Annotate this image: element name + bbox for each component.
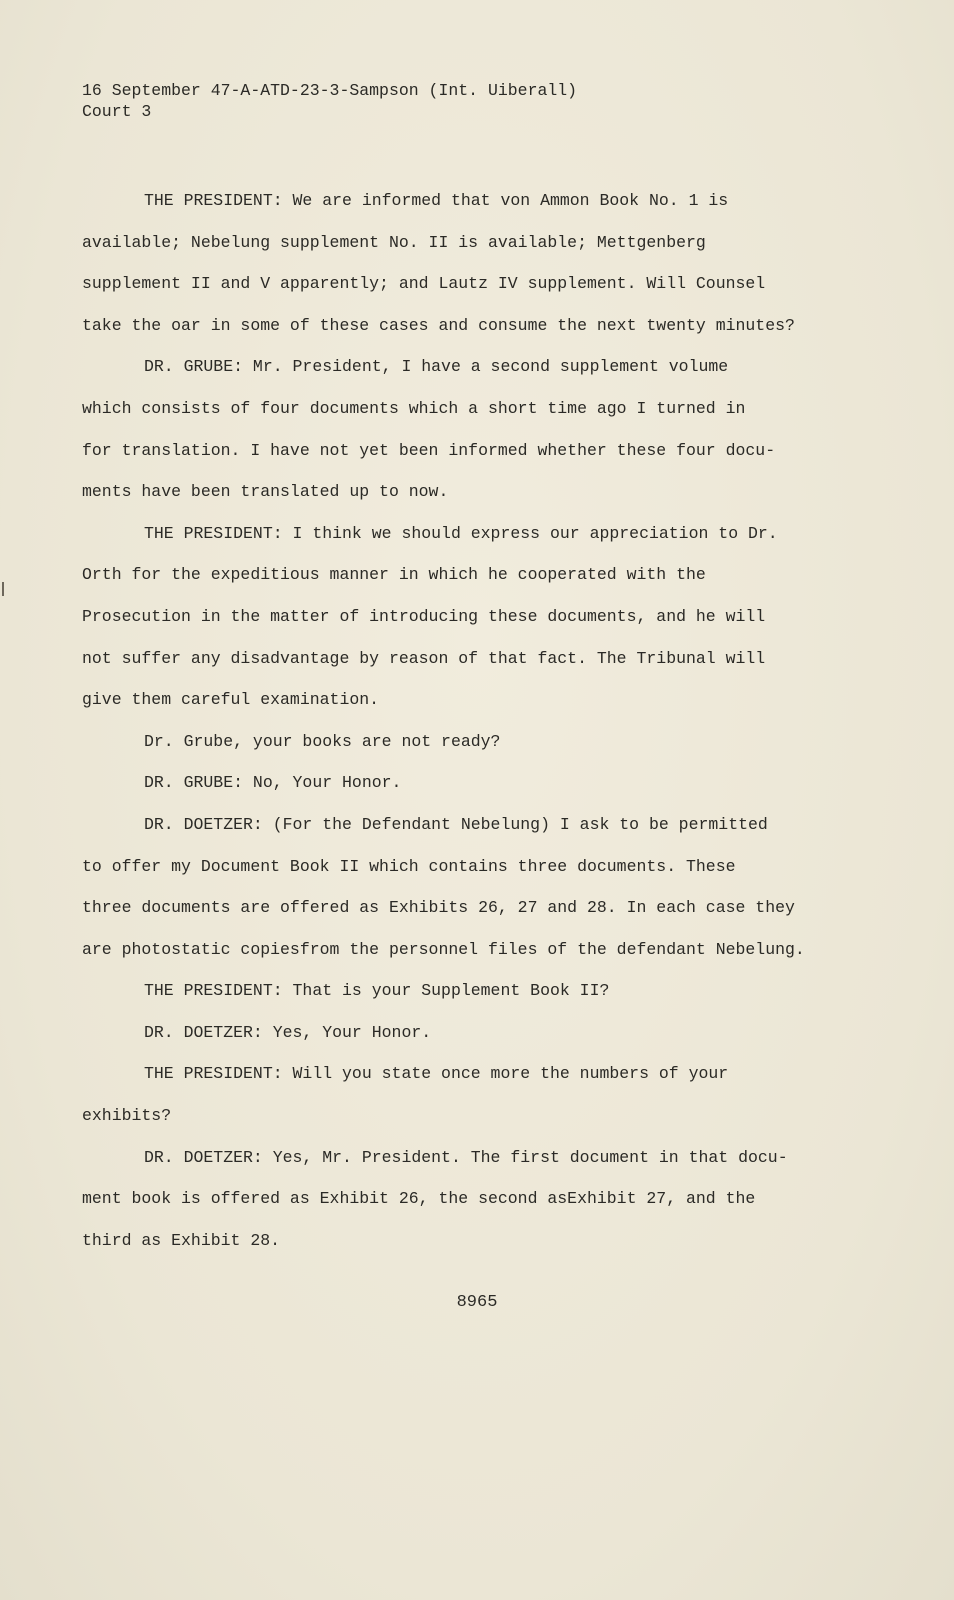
line-18: three documents are offered as Exhibits 26, 27 and 28. In each case they — [82, 898, 795, 918]
line-02: available; Nebelung supplement No. II is available; Mettgenberg — [82, 232, 706, 252]
line-22: THE PRESIDENT: Will you state once more the numbers of your — [144, 1064, 729, 1084]
transcript-header — [82, 80, 577, 122]
transcript-body — [82, 180, 852, 1261]
line-04: take the oar in some of these cases and consume the next twenty minutes? — [82, 315, 795, 335]
line-20: THE PRESIDENT: That is your Supplement Book II? — [144, 981, 610, 1001]
line-23: exhibits? — [82, 1106, 172, 1126]
margin-mark — [2, 582, 4, 596]
line-16: DR. DOETZER: (For the Defendant Nebelung) I ask to be permitted — [144, 814, 768, 834]
line-03: supplement II and V apparently; and Lautz IV supplement. Will Counsel — [82, 274, 766, 294]
line-07: for translation. I have not yet been informed whether these four docu- — [82, 440, 776, 460]
line-01: THE PRESIDENT: We are informed that von Ammon Book No. 1 is — [144, 191, 729, 210]
line-09: THE PRESIDENT: I think we should express our appreciation to Dr. — [144, 523, 778, 543]
header-line-2: Court 3 — [82, 102, 152, 121]
line-10: Orth for the expeditious manner in which he cooperated with the — [82, 565, 706, 585]
line-21: DR. DOETZER: Yes, Your Honor. — [144, 1022, 432, 1042]
line-08: ments have been translated up to now. — [82, 482, 449, 502]
line-25: ment book is offered as Exhibit 26, the second asExhibit 27, and the — [82, 1189, 756, 1209]
line-12: not suffer any disadvantage by reason of that fact. The Tribunal will — [82, 648, 766, 668]
line-13: give them careful examination. — [82, 690, 380, 710]
page-number: 8965 — [456, 1293, 498, 1312]
line-19: are photostatic copiesfrom the personnel files of the defendant Nebelung. — [82, 939, 805, 959]
line-05: DR. GRUBE: Mr. President, I have a second supplement volume — [144, 357, 729, 377]
line-11: Prosecution in the matter of introducing these documents, and he will — [82, 606, 766, 626]
line-26: third as Exhibit 28. — [82, 1230, 281, 1250]
line-06: which consists of four documents which a short time ago I turned in — [82, 398, 746, 418]
header-line-1: 16 September 47-A-ATD-23-3-Sampson (Int. Uiberall) — [82, 81, 578, 100]
line-24: DR. DOETZER: Yes, Mr. President. The first document in that docu- — [144, 1147, 788, 1167]
line-15: DR. GRUBE: No, Your Honor. — [144, 773, 402, 793]
line-17: to offer my Document Book II which contains three documents. These — [82, 856, 736, 876]
line-14: Dr. Grube, your books are not ready? — [144, 731, 501, 751]
